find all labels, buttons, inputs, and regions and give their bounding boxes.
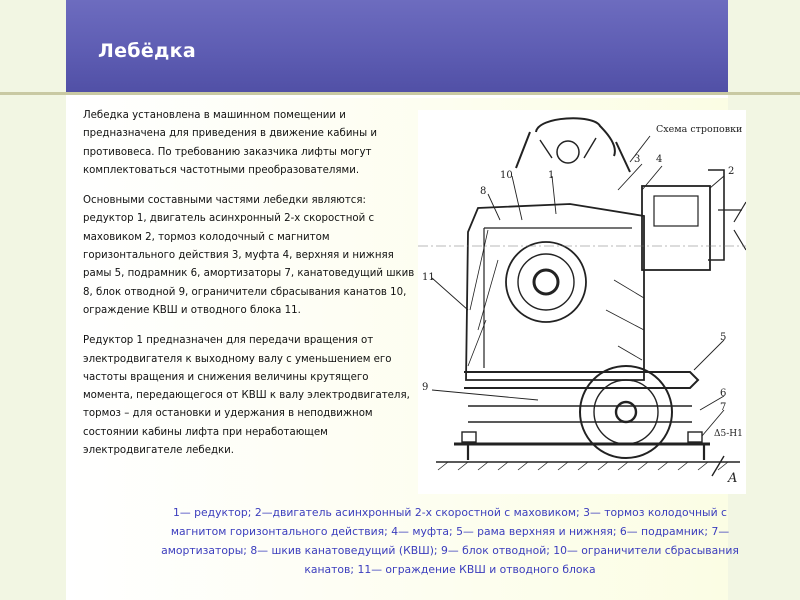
slide-title: Лебёдка (98, 40, 196, 62)
part-label-2: 2 (728, 166, 735, 177)
part-label-6: 6 (720, 388, 727, 399)
part-label-7: 7 (720, 402, 727, 413)
left-accent-stripe (0, 0, 66, 600)
part-label-3: 3 (634, 154, 641, 165)
paragraph-intro: Лебедка установлена в машинном помещении и предназначена для приведения в движение кабины и противовеса. По требованию заказчика лифты могут комплектоваться частотными преобразователями. (83, 110, 377, 176)
diagram-caption: 1— редуктор; 2—двигатель асинхронный 2-х скоростной с маховиком; 3— тормоз колодочный с магнитом горизонтального действия; 4— муфта; 5— рама верхняя и нижняя; 6— подрамник; 7— амортизаторы; 8— шкив канатоведущий (КВШ); 9— блок отводной; 10— ограничители сбрасывания канатов; 11— ограждение КВШ и отводного блока (161, 506, 739, 576)
paragraph-reducer: Редуктор 1 предназначен для передачи вращения от электродвигателя к выходному валу с уменьшением его частоты вращения и снижения величины крутящего момента, передающегося от КВШ к валу электродвигателя, тормоз – для остановки и удержания в неподвижном состоянии кабины лифта при неработающем электродвигателе лебедки. (83, 335, 410, 457)
header-divider (0, 92, 800, 95)
part-label-11: 11 (422, 272, 435, 283)
weld-mark: Δ5-Н1 (714, 429, 743, 439)
part-label-10: 10 (500, 170, 513, 181)
winch-diagram (418, 110, 746, 494)
body-text (83, 107, 418, 472)
sling-ropes (516, 132, 630, 172)
sling-loop (536, 118, 615, 156)
view-mark: A (728, 471, 738, 486)
part-label-4: 4 (656, 154, 663, 165)
scheme-label: Схема строповки (656, 124, 743, 135)
part-label-8: 8 (480, 186, 487, 197)
paragraph-components: Основными составными частями лебедки являются: редуктор 1, двигатель асинхронный 2-х скоростной с маховиком 2, тормоз колодочный с магнитом горизонтального действия 3, муфта 4, верхняя и нижняя рамы 5, подрамник 6, амортизаторы 7, канатоведущий шкив 8, блок отводной 9, ограничители сбрасывания канатов 10, ограждение КВШ и отводного блока 11. (83, 195, 415, 316)
motor (642, 186, 710, 270)
part-label-9: 9 (422, 382, 429, 393)
winch-drawing (418, 110, 746, 494)
part-label-1: 1 (548, 170, 555, 181)
part-label-5: 5 (720, 332, 727, 343)
